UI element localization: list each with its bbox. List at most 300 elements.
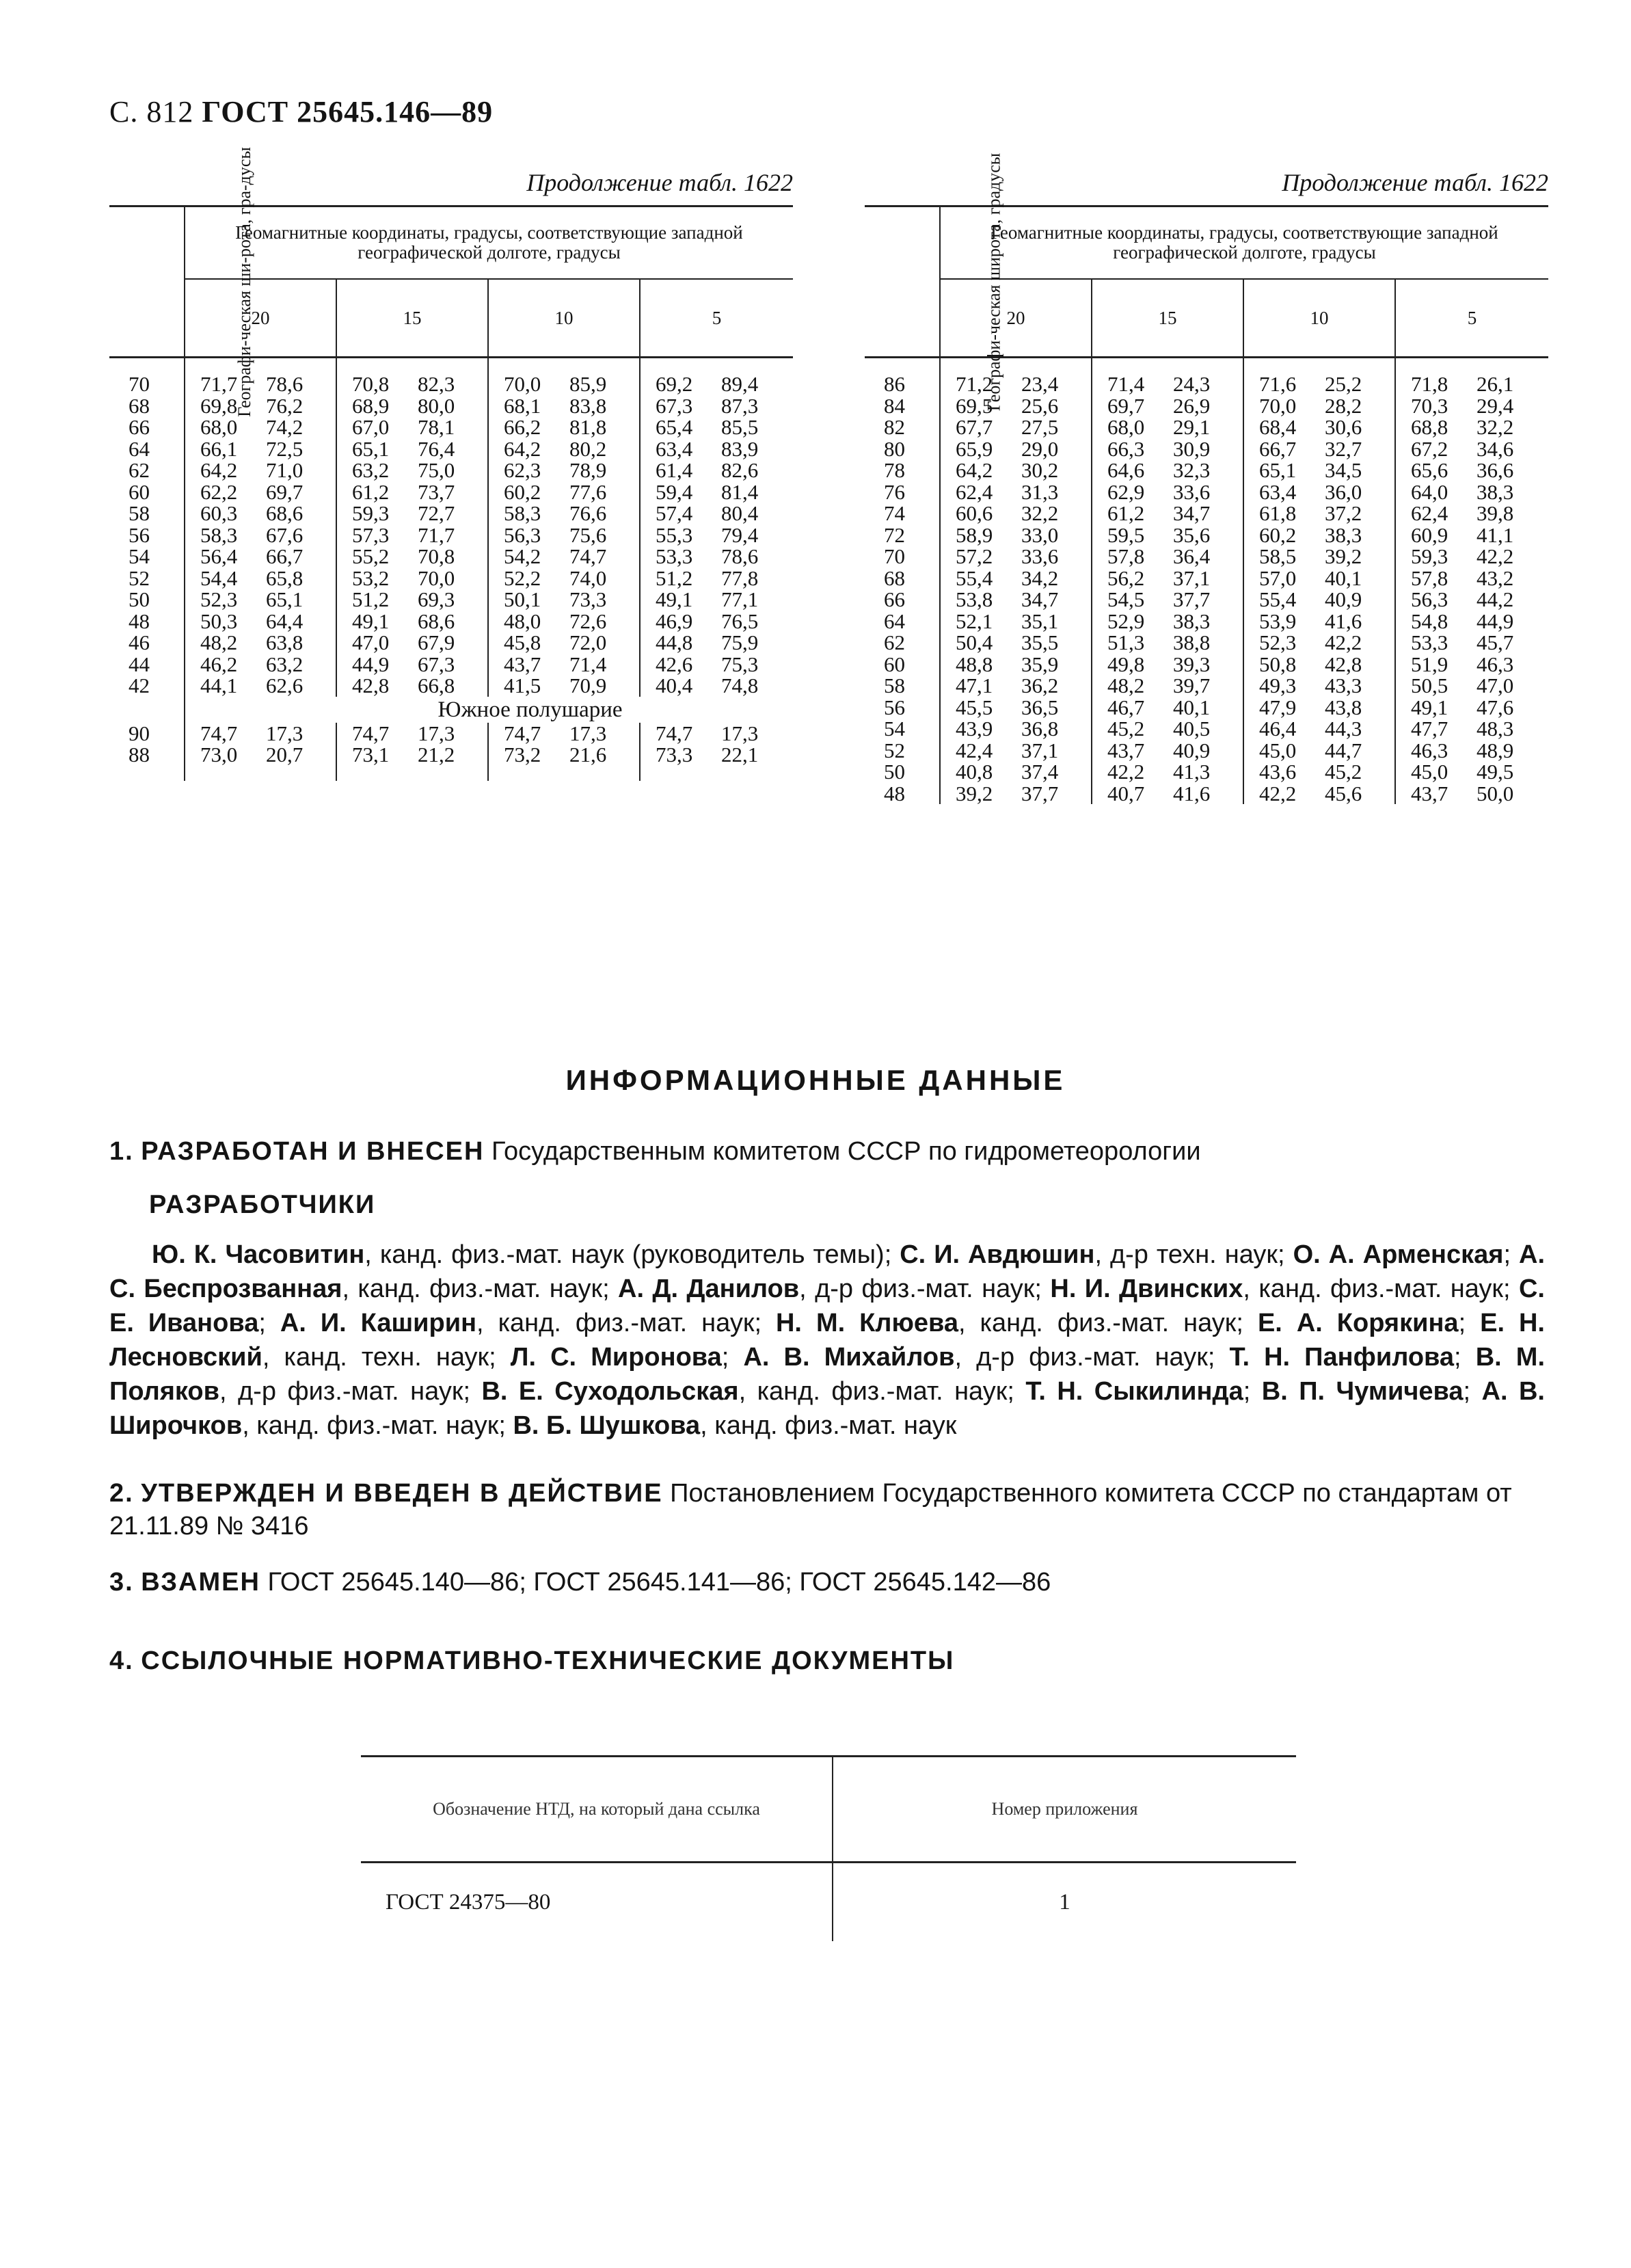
geomag-longitude: 47,6	[1477, 695, 1514, 719]
geomag-longitude: 76,2	[266, 393, 304, 418]
geomag-latitude: 53,2	[352, 565, 390, 590]
geomag-longitude: 62,6	[266, 673, 304, 697]
geomag-longitude: 43,3	[1325, 673, 1362, 697]
coord-pair-cell	[336, 373, 488, 395]
coord-pair-cell	[336, 744, 488, 766]
geomag-latitude: 46,3	[1411, 738, 1448, 762]
geomag-longitude: 70,0	[418, 565, 455, 590]
latitude-cell: 56	[865, 697, 940, 719]
coord-pair-cell	[940, 654, 1092, 676]
lon-header: 5	[1395, 279, 1548, 358]
coord-pair-cell	[640, 654, 793, 676]
latitude-cell: 58	[865, 675, 940, 697]
developer-name: Т. Н. Сыкилинда	[1025, 1377, 1243, 1406]
coord-pair-cell	[185, 654, 336, 676]
geomag-latitude: 44,8	[656, 630, 693, 654]
geomag-longitude: 44,7	[1325, 738, 1362, 762]
developer-credentials: ;	[1243, 1377, 1262, 1406]
latitude-cell: 52	[109, 568, 185, 589]
geomag-longitude: 37,1	[1173, 565, 1211, 590]
geomag-longitude: 36,2	[1021, 673, 1059, 697]
geomag-longitude: 17,3	[569, 721, 607, 745]
geomag-latitude: 52,1	[956, 609, 993, 633]
geomag-latitude: 48,8	[956, 652, 993, 676]
geomag-longitude: 41,1	[1477, 522, 1514, 547]
coord-pair-cell	[640, 438, 793, 460]
geomag-longitude: 75,6	[569, 522, 607, 547]
geomag-longitude: 45,7	[1477, 630, 1514, 654]
coord-pair-cell	[1092, 654, 1243, 676]
developer-name: А. С. Беспрозванная	[109, 1240, 1546, 1303]
geomag-longitude: 35,9	[1021, 652, 1059, 676]
geomag-longitude: 29,1	[1173, 415, 1211, 439]
latitude-cell: 68	[109, 395, 185, 417]
geomag-latitude: 61,4	[656, 458, 693, 482]
table-row	[109, 611, 793, 632]
geomag-longitude: 46,3	[1477, 652, 1514, 676]
doc-code: ГОСТ	[202, 95, 289, 129]
table-row	[109, 373, 793, 395]
developer-name: Л. С. Миронова	[510, 1343, 722, 1372]
table-row	[865, 503, 1548, 524]
info-title: ИНФОРМАЦИОННЫЕ ДАННЫЕ	[565, 1064, 1066, 1096]
geomag-latitude: 42,2	[1259, 781, 1297, 805]
page-header	[109, 94, 493, 129]
coord-pair-cell	[1395, 395, 1548, 417]
developers-label-line	[149, 1188, 1585, 1221]
coord-pair-cell	[1395, 481, 1548, 503]
coord-pair-cell	[185, 546, 336, 568]
geomag-latitude: 71,7	[200, 372, 238, 396]
coord-pair-cell	[185, 395, 336, 417]
geomag-longitude: 75,9	[721, 630, 759, 654]
spacer-cell	[1395, 358, 1548, 374]
ntd-col1-header: Обозначение НТД, на который дана ссылка	[361, 1757, 833, 1863]
geomag-longitude: 63,8	[266, 630, 304, 654]
geomag-latitude: 51,3	[1107, 630, 1145, 654]
coord-pair-cell	[336, 546, 488, 568]
latitude-cell: 76	[865, 481, 940, 503]
geomag-longitude: 41,6	[1325, 609, 1362, 633]
spacer-row	[865, 358, 1548, 374]
coord-pair-cell	[336, 675, 488, 697]
geomag-longitude: 72,6	[569, 609, 607, 633]
coord-pair-cell	[1243, 632, 1395, 654]
doc-number: 25645.146—89	[297, 95, 494, 129]
geomag-longitude: 45,2	[1325, 760, 1362, 784]
geomag-longitude: 83,9	[721, 436, 759, 461]
geomag-longitude: 69,3	[418, 587, 455, 611]
geomag-latitude: 73,2	[504, 743, 541, 766]
geomag-latitude: 64,6	[1107, 458, 1145, 482]
coord-pair-cell	[488, 723, 640, 745]
geomag-latitude: 53,3	[1411, 630, 1448, 654]
geomag-latitude: 52,2	[504, 565, 541, 590]
latitude-cell: 54	[865, 718, 940, 740]
table-row	[865, 783, 1548, 805]
spacer-cell	[109, 697, 185, 723]
coord-pair-cell	[940, 546, 1092, 568]
latitude-cell: 48	[109, 611, 185, 632]
coord-pair-cell	[1243, 565, 1395, 590]
table-row	[109, 654, 793, 676]
geomag-latitude: 49,8	[1107, 652, 1145, 676]
lon-header: 10	[1243, 279, 1395, 358]
coord-pair-cell	[488, 503, 640, 524]
geomag-longitude: 39,8	[1477, 501, 1514, 525]
geomag-latitude: 46,9	[656, 609, 693, 633]
developer-credentials: , д-р физ.-мат. наук;	[799, 1275, 1051, 1303]
geomag-longitude: 80,4	[721, 501, 759, 525]
developer-credentials: , канд. физ.-мат. наук;	[958, 1309, 1258, 1337]
geomag-latitude: 73,1	[352, 743, 390, 766]
developer-name: В. Б. Шушкова	[513, 1411, 701, 1440]
coord-pair-cell	[1092, 438, 1243, 460]
geomag-longitude: 69,7	[266, 479, 304, 504]
geomag-latitude: 60,9	[1411, 522, 1448, 547]
table-row	[865, 632, 1548, 654]
geomag-latitude: 71,8	[1411, 372, 1448, 396]
geomag-longitude: 71,0	[266, 458, 304, 482]
geomag-latitude: 60,3	[200, 501, 238, 525]
geomag-latitude: 67,7	[956, 415, 993, 439]
coord-pair-cell	[185, 723, 336, 745]
developer-name: В. М. Поляков	[109, 1343, 1546, 1406]
latitude-cell: 78	[865, 459, 940, 481]
geomag-latitude: 43,7	[1411, 781, 1448, 805]
geomag-latitude: 65,9	[956, 436, 993, 461]
lon-header: 20	[185, 279, 336, 358]
geomag-latitude: 68,1	[504, 393, 541, 418]
coord-pair-cell	[1395, 718, 1548, 740]
developer-credentials: , канд. физ.-мат. наук;	[476, 1309, 776, 1337]
latitude-cell: 46	[109, 632, 185, 654]
geomag-latitude: 52,3	[1259, 630, 1297, 654]
coord-pair-cell	[640, 481, 793, 503]
geomag-longitude: 31,3	[1021, 479, 1059, 504]
geomag-longitude: 40,1	[1325, 565, 1362, 590]
table-row	[865, 546, 1548, 568]
developer-credentials: ;	[721, 1343, 744, 1372]
section-number: 3.	[109, 1568, 134, 1597]
geomag-longitude: 40,1	[1173, 695, 1211, 719]
geomag-longitude: 26,1	[1477, 372, 1514, 396]
table-row	[865, 675, 1548, 697]
spacer-cell	[488, 358, 640, 374]
geomag-latitude: 70,0	[1259, 393, 1297, 418]
table-row	[109, 675, 793, 697]
geomag-latitude: 61,2	[1107, 501, 1145, 525]
geomag-longitude: 42,2	[1325, 630, 1362, 654]
coord-pair-cell	[640, 524, 793, 546]
spacer-cell	[336, 766, 488, 781]
geomag-latitude: 67,3	[656, 393, 693, 418]
geomag-latitude: 50,4	[956, 630, 993, 654]
coord-pair-cell	[1395, 565, 1548, 590]
coord-pair-cell	[336, 632, 488, 654]
section-heading: УТВЕРЖДЕН И ВВЕДЕН В ДЕЙСТВИЕ	[141, 1479, 663, 1508]
coord-pair-cell	[1092, 589, 1243, 611]
geomag-latitude: 50,3	[200, 609, 238, 633]
developer-credentials: , канд. физ.-мат. наук;	[738, 1377, 1026, 1406]
coord-pair-cell	[185, 589, 336, 611]
coord-pair-cell	[640, 459, 793, 481]
geomag-longitude: 40,5	[1173, 717, 1211, 741]
geomag-latitude: 45,0	[1259, 738, 1297, 762]
developer-credentials: , канд. физ.-мат. наук;	[342, 1275, 619, 1303]
geomag-latitude: 65,6	[1411, 458, 1448, 482]
coord-pair-cell	[1243, 589, 1395, 611]
geomag-latitude: 52,3	[200, 587, 238, 611]
table-row	[109, 744, 793, 766]
table-row	[865, 395, 1548, 417]
developers-list	[109, 1238, 1545, 1443]
coord-pair-cell	[336, 503, 488, 524]
geomag-latitude: 61,2	[352, 479, 390, 504]
geomag-longitude: 74,0	[569, 565, 607, 590]
coord-pair-cell	[1395, 654, 1548, 676]
geomag-latitude: 61,8	[1259, 501, 1297, 525]
geomag-longitude: 74,8	[721, 673, 759, 697]
geomag-latitude: 66,3	[1107, 436, 1145, 461]
geomag-latitude: 67,2	[1411, 436, 1448, 461]
geomag-longitude: 37,2	[1325, 501, 1362, 525]
geomag-latitude: 62,4	[956, 479, 993, 504]
geomag-latitude: 47,1	[956, 673, 993, 697]
coord-pair-cell	[1243, 718, 1395, 740]
geomag-longitude: 17,3	[418, 721, 455, 745]
geomag-latitude: 73,0	[200, 743, 238, 766]
geomag-longitude: 68,6	[266, 501, 304, 525]
geomag-latitude: 49,1	[656, 587, 693, 611]
coord-pair-cell	[336, 589, 488, 611]
developer-credentials: , д-р физ.-мат. наук;	[954, 1343, 1230, 1372]
geomag-longitude: 82,3	[418, 372, 455, 396]
geomag-longitude: 36,8	[1021, 717, 1059, 741]
coord-pair-cell	[185, 481, 336, 503]
geomag-latitude: 59,3	[352, 501, 390, 525]
section-3	[109, 1566, 1545, 1599]
geomag-latitude: 43,7	[1107, 738, 1145, 762]
latitude-cell: 56	[109, 524, 185, 546]
latitude-cell: 66	[865, 589, 940, 611]
geomag-longitude: 39,2	[1325, 544, 1362, 568]
geomag-longitude: 70,8	[418, 544, 455, 568]
coord-pair-cell	[1092, 524, 1243, 546]
geomag-longitude: 30,9	[1173, 436, 1211, 461]
geomag-longitude: 38,3	[1173, 609, 1211, 633]
geomag-longitude: 85,5	[721, 415, 759, 439]
section-4	[109, 1644, 1545, 1677]
developer-credentials: ;	[1463, 1377, 1482, 1406]
coord-pair-cell	[336, 459, 488, 481]
geomag-longitude: 83,8	[569, 393, 607, 418]
section-heading: ССЫЛОЧНЫЕ НОРМАТИВНО-ТЕХНИЧЕСКИЕ ДОКУМЕНТЫ	[141, 1646, 955, 1675]
coord-pair-cell	[1243, 524, 1395, 546]
geomag-longitude: 35,6	[1173, 522, 1211, 547]
geomag-longitude: 29,4	[1477, 393, 1514, 418]
geomag-longitude: 44,3	[1325, 717, 1362, 741]
lon-header: 15	[336, 279, 488, 358]
coord-pair-cell	[488, 611, 640, 632]
lon-header: 20	[940, 279, 1092, 358]
geomag-longitude: 72,5	[266, 436, 304, 461]
geomag-longitude: 41,6	[1173, 781, 1211, 805]
latitude-cell: 50	[865, 761, 940, 783]
geomag-latitude: 40,7	[1107, 781, 1145, 805]
coord-pair-cell	[488, 459, 640, 481]
geomag-longitude: 50,0	[1477, 781, 1514, 805]
geomag-longitude: 29,0	[1021, 436, 1059, 461]
coord-pair-cell	[1243, 783, 1395, 805]
coord-pair-cell	[1092, 632, 1243, 654]
geomag-longitude: 71,4	[569, 652, 607, 676]
geomag-longitude: 78,1	[418, 415, 455, 439]
coord-pair-cell	[488, 589, 640, 611]
geomag-latitude: 51,2	[352, 587, 390, 611]
geomag-longitude: 80,0	[418, 393, 455, 418]
lon-header: 10	[488, 279, 640, 358]
coord-pair-cell	[1092, 783, 1243, 805]
geomag-longitude: 21,6	[569, 743, 607, 766]
geomag-longitude: 30,2	[1021, 458, 1059, 482]
geomag-latitude: 64,0	[1411, 479, 1448, 504]
geomag-longitude: 34,7	[1021, 587, 1059, 611]
section-1	[109, 1135, 1545, 1168]
coord-pair-cell	[488, 565, 640, 590]
coord-pair-cell	[1092, 373, 1243, 395]
coord-pair-cell	[640, 632, 793, 654]
geomag-longitude: 27,5	[1021, 415, 1059, 439]
geomag-latitude: 43,9	[956, 717, 993, 741]
developer-credentials: ;	[1454, 1343, 1476, 1372]
coord-pair-cell	[1243, 416, 1395, 438]
geomag-latitude: 46,2	[200, 652, 238, 676]
geomag-latitude: 57,8	[1107, 544, 1145, 568]
coord-pair-cell	[336, 416, 488, 438]
developer-credentials: , д-р физ.-мат. наук;	[219, 1377, 482, 1406]
spacer-cell	[488, 766, 640, 781]
geomag-latitude: 47,7	[1411, 717, 1448, 741]
geomag-longitude: 75,0	[418, 458, 455, 482]
coord-pair-cell	[940, 565, 1092, 590]
geomag-latitude: 57,2	[956, 544, 993, 568]
geomag-latitude: 66,7	[1259, 436, 1297, 461]
coord-pair-cell	[1395, 373, 1548, 395]
geomag-longitude: 63,2	[266, 652, 304, 676]
geomag-latitude: 62,3	[504, 458, 541, 482]
coord-pair-cell	[488, 416, 640, 438]
developer-name: А. И. Каширин	[280, 1309, 477, 1337]
table-row	[865, 740, 1548, 762]
geomag-longitude: 40,9	[1325, 587, 1362, 611]
ntd-appendix: 1	[833, 1863, 1296, 1942]
ntd-col2-header: Номер приложения	[833, 1757, 1296, 1863]
geomag-longitude: 34,7	[1173, 501, 1211, 525]
coord-pair-cell	[1395, 503, 1548, 524]
coord-pair-cell	[185, 438, 336, 460]
coord-pair-cell	[940, 632, 1092, 654]
coord-pair-cell	[336, 524, 488, 546]
coord-pair-cell	[640, 589, 793, 611]
latitude-cell: 70	[865, 546, 940, 568]
geomag-longitude: 40,9	[1173, 738, 1211, 762]
developer-name: В. П. Чумичева	[1261, 1377, 1464, 1406]
geomag-latitude: 50,8	[1259, 652, 1297, 676]
southern-hemisphere-label: Южное полушарие	[437, 697, 623, 722]
table-row	[109, 524, 793, 546]
developer-credentials: , канд. физ.-мат. наук;	[242, 1411, 513, 1440]
geomag-latitude: 49,1	[1411, 695, 1448, 719]
developer-name: Н. И. Двинских	[1050, 1275, 1243, 1303]
geomag-latitude: 58,5	[1259, 544, 1297, 568]
geomag-longitude: 49,5	[1477, 760, 1514, 784]
geomag-longitude: 79,4	[721, 522, 759, 547]
section-number: 4.	[109, 1646, 134, 1675]
coord-pair-cell	[488, 675, 640, 697]
latitude-cell: 88	[109, 744, 185, 766]
geomag-longitude: 42,2	[1477, 544, 1514, 568]
geomag-latitude: 60,2	[1259, 522, 1297, 547]
spacer-cell	[109, 766, 185, 781]
geomag-longitude: 73,3	[569, 587, 607, 611]
geomag-longitude: 33,0	[1021, 522, 1059, 547]
geomag-longitude: 74,7	[569, 544, 607, 568]
coord-pair-cell	[1092, 718, 1243, 740]
table-row	[865, 654, 1548, 676]
coord-pair-cell	[1243, 740, 1395, 762]
geomag-longitude: 39,7	[1173, 673, 1211, 697]
geomag-latitude: 44,1	[200, 673, 238, 697]
geomag-longitude: 32,3	[1173, 458, 1211, 482]
geomag-longitude: 37,7	[1021, 781, 1059, 805]
geomag-latitude: 73,3	[656, 743, 693, 766]
coord-pair-cell	[640, 503, 793, 524]
ntd-doc: ГОСТ 24375—80	[386, 1889, 551, 1915]
developer-name: Т. Н. Панфилова	[1229, 1343, 1455, 1372]
coord-pair-cell	[1395, 740, 1548, 762]
coord-pair-cell	[640, 723, 793, 745]
coord-pair-cell	[488, 481, 640, 503]
geomag-longitude: 35,5	[1021, 630, 1059, 654]
coord-pair-cell	[488, 373, 640, 395]
geomag-latitude: 70,0	[504, 372, 541, 396]
geomag-longitude: 81,8	[569, 415, 607, 439]
geomag-longitude: 78,6	[266, 372, 304, 396]
coord-pair-cell	[640, 395, 793, 417]
geomag-latitude: 69,7	[1107, 393, 1145, 418]
geomag-latitude: 58,3	[504, 501, 541, 525]
table-row	[109, 589, 793, 611]
spacer-cell	[336, 358, 488, 374]
coord-pair-cell	[1243, 697, 1395, 719]
geomag-latitude: 60,2	[504, 479, 541, 504]
geomag-latitude: 63,2	[352, 458, 390, 482]
spacer-cell	[640, 766, 793, 781]
spacer-cell	[185, 358, 336, 374]
table-row	[865, 568, 1548, 589]
developer-credentials: , канд. физ.-мат. наук (руководитель темы);	[364, 1240, 900, 1269]
geomag-longitude: 72,7	[418, 501, 455, 525]
developer-name: Е. А. Корякина	[1257, 1309, 1459, 1337]
geomag-latitude: 68,8	[1411, 415, 1448, 439]
geomag-longitude: 20,7	[266, 743, 304, 766]
table-row	[109, 438, 793, 460]
coord-pair-cell	[1395, 632, 1548, 654]
geomag-longitude: 80,2	[569, 436, 607, 461]
coord-pair-cell	[640, 611, 793, 632]
geomag-latitude: 65,1	[1259, 458, 1297, 482]
